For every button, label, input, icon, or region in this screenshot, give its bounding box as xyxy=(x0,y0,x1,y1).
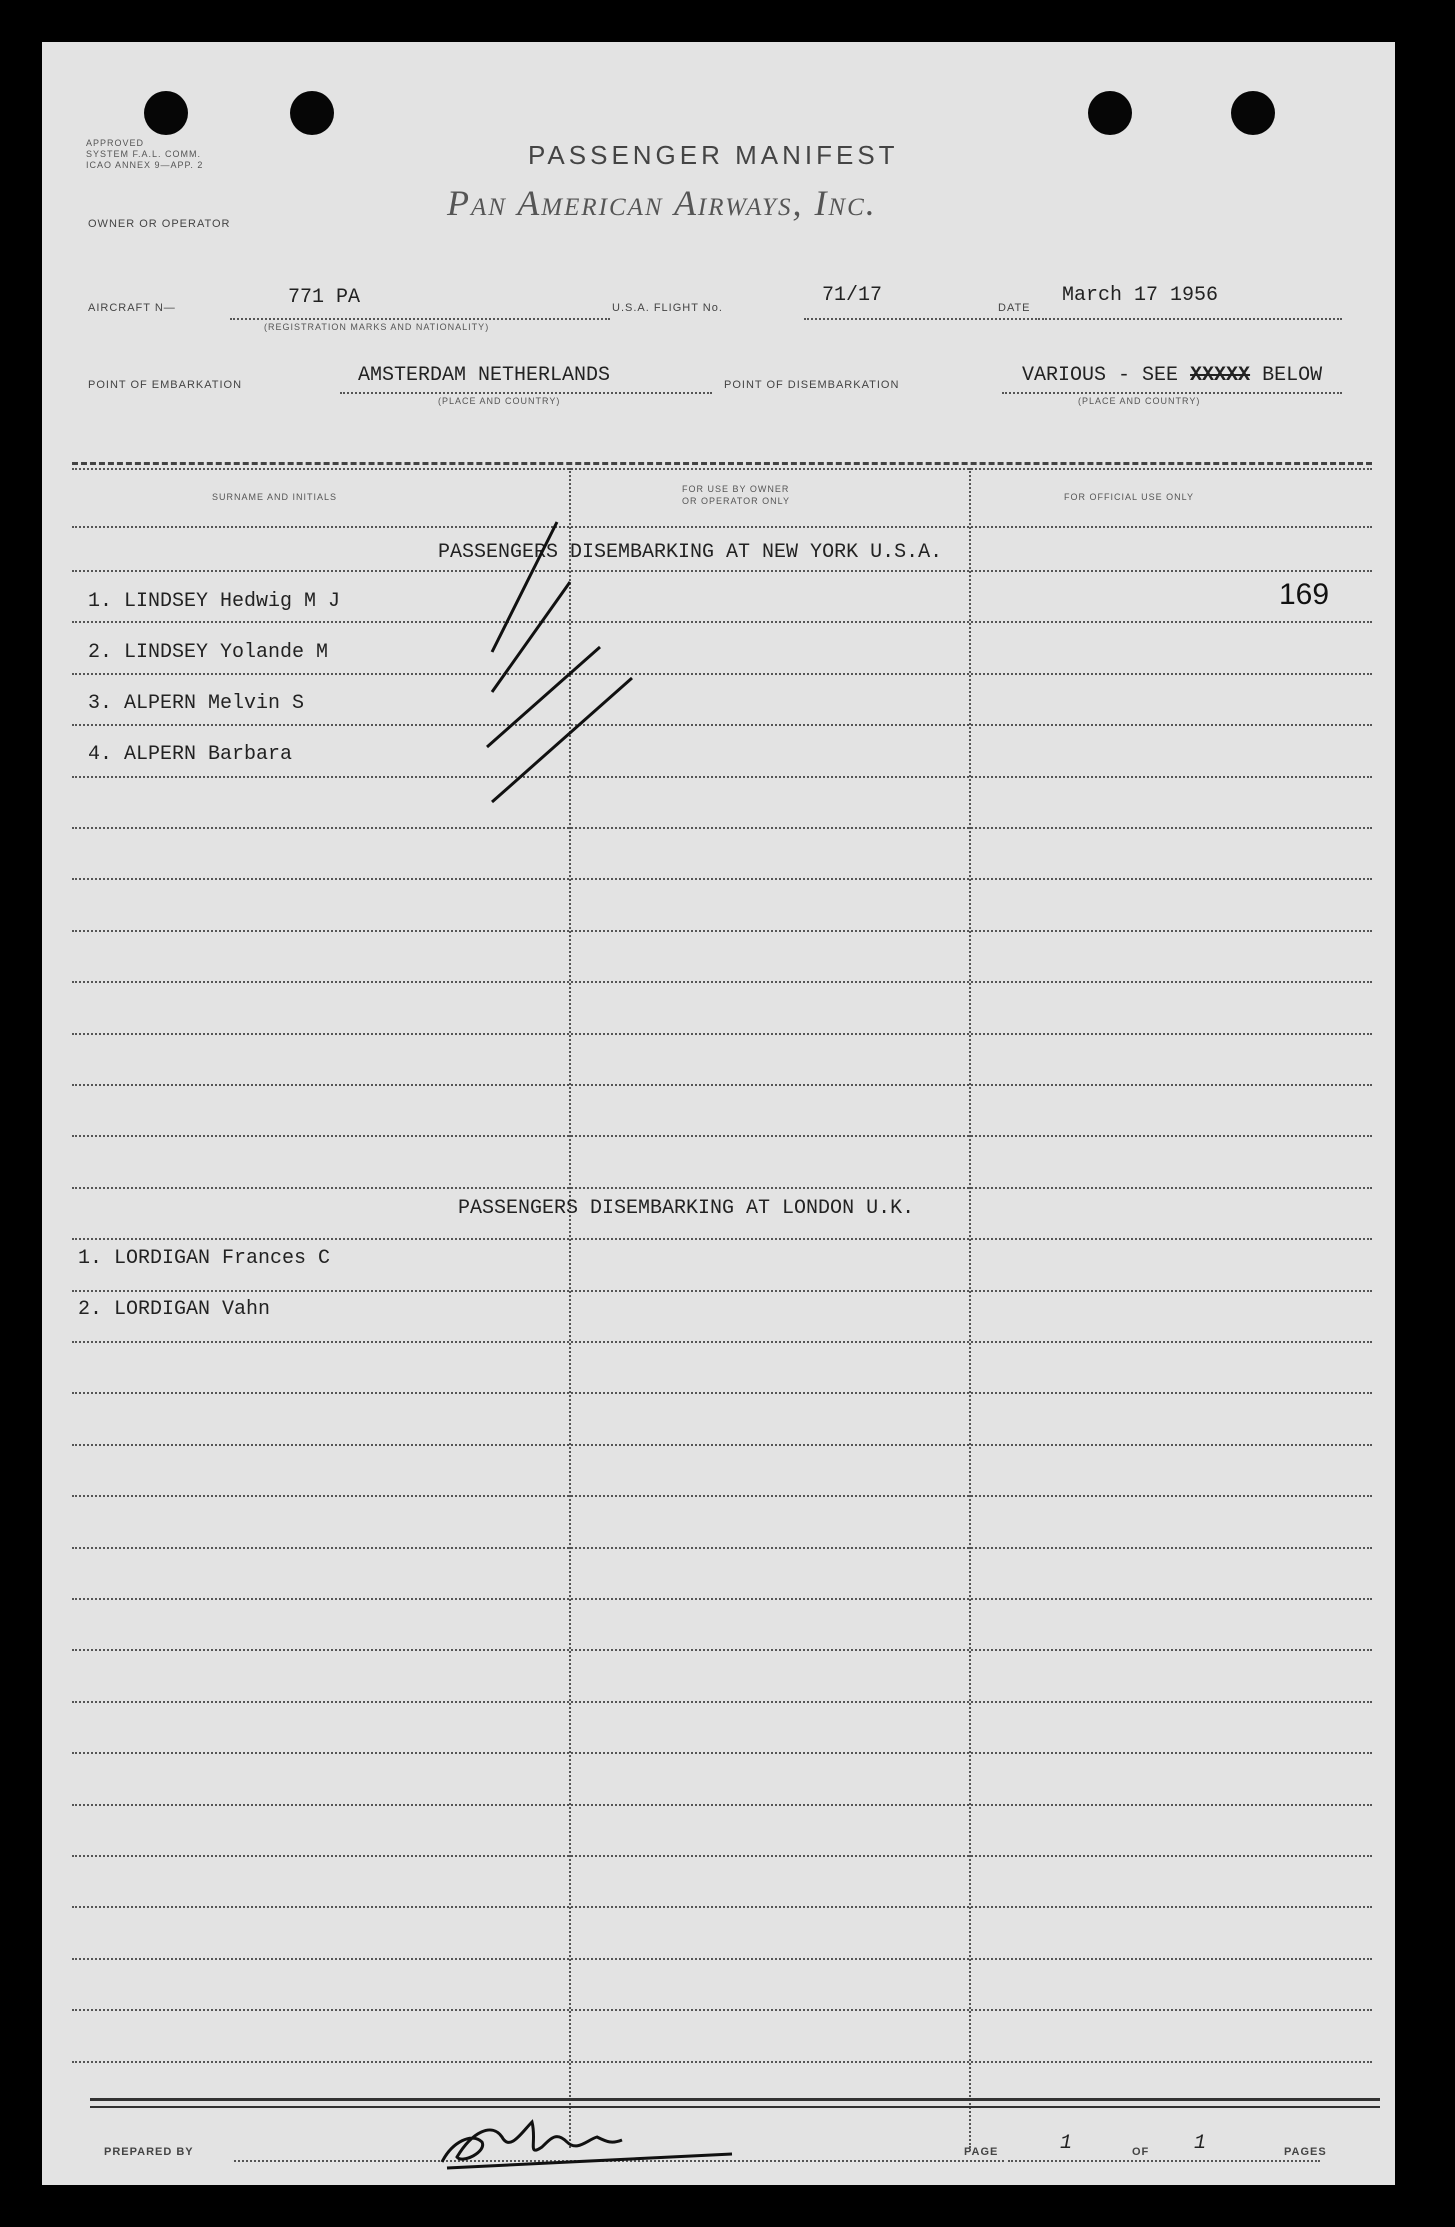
table-row-line xyxy=(72,1084,1372,1086)
table-row-line xyxy=(72,2061,1372,2063)
table-row-line xyxy=(72,1701,1372,1703)
punch-hole xyxy=(290,91,334,135)
table-row-line xyxy=(72,1958,1372,1960)
check-mark xyxy=(492,582,570,692)
date-value: March 17 1956 xyxy=(1062,284,1219,307)
column-divider xyxy=(969,468,971,2148)
manifest-sheet xyxy=(42,42,1395,2185)
embark-value: AMSTERDAM NETHERLANDS xyxy=(358,364,611,387)
table-row-line xyxy=(72,1804,1372,1806)
col-header-owner: FOR USE BY OWNER xyxy=(682,484,790,494)
aircraft-sub: (REGISTRATION MARKS AND NATIONALITY) xyxy=(264,322,490,332)
table-row-line xyxy=(72,1033,1372,1035)
table-top-rule-2 xyxy=(72,468,1372,470)
table-row-line xyxy=(72,878,1372,880)
table-row-line xyxy=(72,981,1372,983)
disembark-value xyxy=(1022,364,1322,387)
page-label: PAGE xyxy=(964,2146,999,2158)
check-marks xyxy=(452,482,692,822)
section-heading: PASSENGERS DISEMBARKING AT LONDON U.K. xyxy=(458,1197,915,1220)
table-row-line xyxy=(72,724,1372,726)
col-header-official: FOR OFFICIAL USE ONLY xyxy=(1064,492,1195,502)
table-row-line xyxy=(72,1238,1372,1240)
section-heading: PASSENGERS DISEMBARKING AT NEW YORK U.S.A. xyxy=(438,541,943,564)
signature xyxy=(432,2102,772,2182)
table-row-line xyxy=(72,930,1372,932)
signature-text xyxy=(522,2160,526,2161)
table-row-line xyxy=(72,1187,1372,1189)
flight-label: U.S.A. FLIGHT No. xyxy=(612,302,723,314)
passenger-entry: 2. LINDSEY Yolande M xyxy=(88,641,329,664)
pages-label: PAGES xyxy=(1284,2146,1327,2158)
disembark-sub: (PLACE AND COUNTRY) xyxy=(1078,396,1201,406)
prepared-label: PREPARED BY xyxy=(104,2146,194,2158)
aircraft-label: AIRCRAFT N— xyxy=(88,302,176,314)
table-row-line xyxy=(72,673,1372,675)
embark-label: POINT OF EMBARKATION xyxy=(88,379,243,391)
table-row-line xyxy=(72,1341,1372,1343)
table-row-line xyxy=(72,1906,1372,1908)
embark-sub: (PLACE AND COUNTRY) xyxy=(438,396,561,406)
check-mark xyxy=(492,522,557,652)
table-row-line xyxy=(72,1135,1372,1137)
approval-line: ICAO ANNEX 9—APP. 2 xyxy=(86,160,204,170)
col-header-owner: OR OPERATOR ONLY xyxy=(682,496,791,506)
page-line xyxy=(1008,2160,1320,2162)
table-row-line xyxy=(72,1290,1372,1292)
disembark-label: POINT OF DISEMBARKATION xyxy=(724,379,900,391)
table-row-line xyxy=(72,2009,1372,2011)
passenger-entry: 4. ALPERN Barbara xyxy=(88,743,293,766)
aircraft-line xyxy=(230,318,610,320)
company-name: Pan American Airways, Inc. xyxy=(447,183,877,223)
col-header-surname: SURNAME AND INITIALS xyxy=(212,492,338,502)
table-row-line xyxy=(72,827,1372,829)
flight-value: 71/17 xyxy=(822,284,883,307)
aircraft-value: 771 PA xyxy=(288,286,361,309)
table-row-line xyxy=(72,1598,1372,1600)
form-title: PASSENGER MANIFEST xyxy=(528,140,899,170)
date-line xyxy=(1042,318,1342,320)
table-row-line xyxy=(72,570,1372,572)
table-row-line xyxy=(72,1392,1372,1394)
punch-hole xyxy=(1088,91,1132,135)
table-top-rule xyxy=(72,462,1372,465)
check-mark xyxy=(487,647,600,747)
table-row-line xyxy=(72,776,1372,778)
table-row-line xyxy=(72,1649,1372,1651)
approval-line: APPROVED xyxy=(86,138,145,148)
disembark-line xyxy=(1002,392,1342,394)
passenger-entry: 1. LINDSEY Hedwig M J xyxy=(88,590,341,613)
disembark-text: VARIOUS - SEE xyxy=(1022,364,1179,387)
embark-line xyxy=(340,392,712,394)
table-row-line xyxy=(72,1547,1372,1549)
owner-label: OWNER OR OPERATOR xyxy=(88,218,231,230)
passenger-entry: 1. LORDIGAN Frances C xyxy=(78,1247,331,1270)
date-label: DATE xyxy=(998,302,1031,314)
passenger-entry: 3. ALPERN Melvin S xyxy=(88,692,305,715)
table-row-line xyxy=(72,1444,1372,1446)
footer-rule xyxy=(90,2098,1380,2101)
check-mark xyxy=(492,678,632,802)
disembark-text-2: BELOW xyxy=(1262,364,1323,387)
of-value: 1 xyxy=(1194,2132,1207,2155)
page-value: 1 xyxy=(1060,2132,1073,2155)
flight-line xyxy=(804,318,1040,320)
approval-line: SYSTEM F.A.L. COMM. xyxy=(86,149,202,159)
table-row-line xyxy=(72,1495,1372,1497)
passenger-entry: 2. LORDIGAN Vahn xyxy=(78,1298,271,1321)
table-row-line xyxy=(72,1752,1372,1754)
of-label: OF xyxy=(1132,2146,1150,2158)
official-number: 169 xyxy=(1279,578,1330,611)
table-row-line xyxy=(72,1855,1372,1857)
punch-hole xyxy=(144,91,188,135)
disembark-struck: XXXXX xyxy=(1190,364,1251,387)
table-row-line xyxy=(72,621,1372,623)
punch-hole xyxy=(1231,91,1275,135)
table-header-rule xyxy=(72,526,1372,528)
